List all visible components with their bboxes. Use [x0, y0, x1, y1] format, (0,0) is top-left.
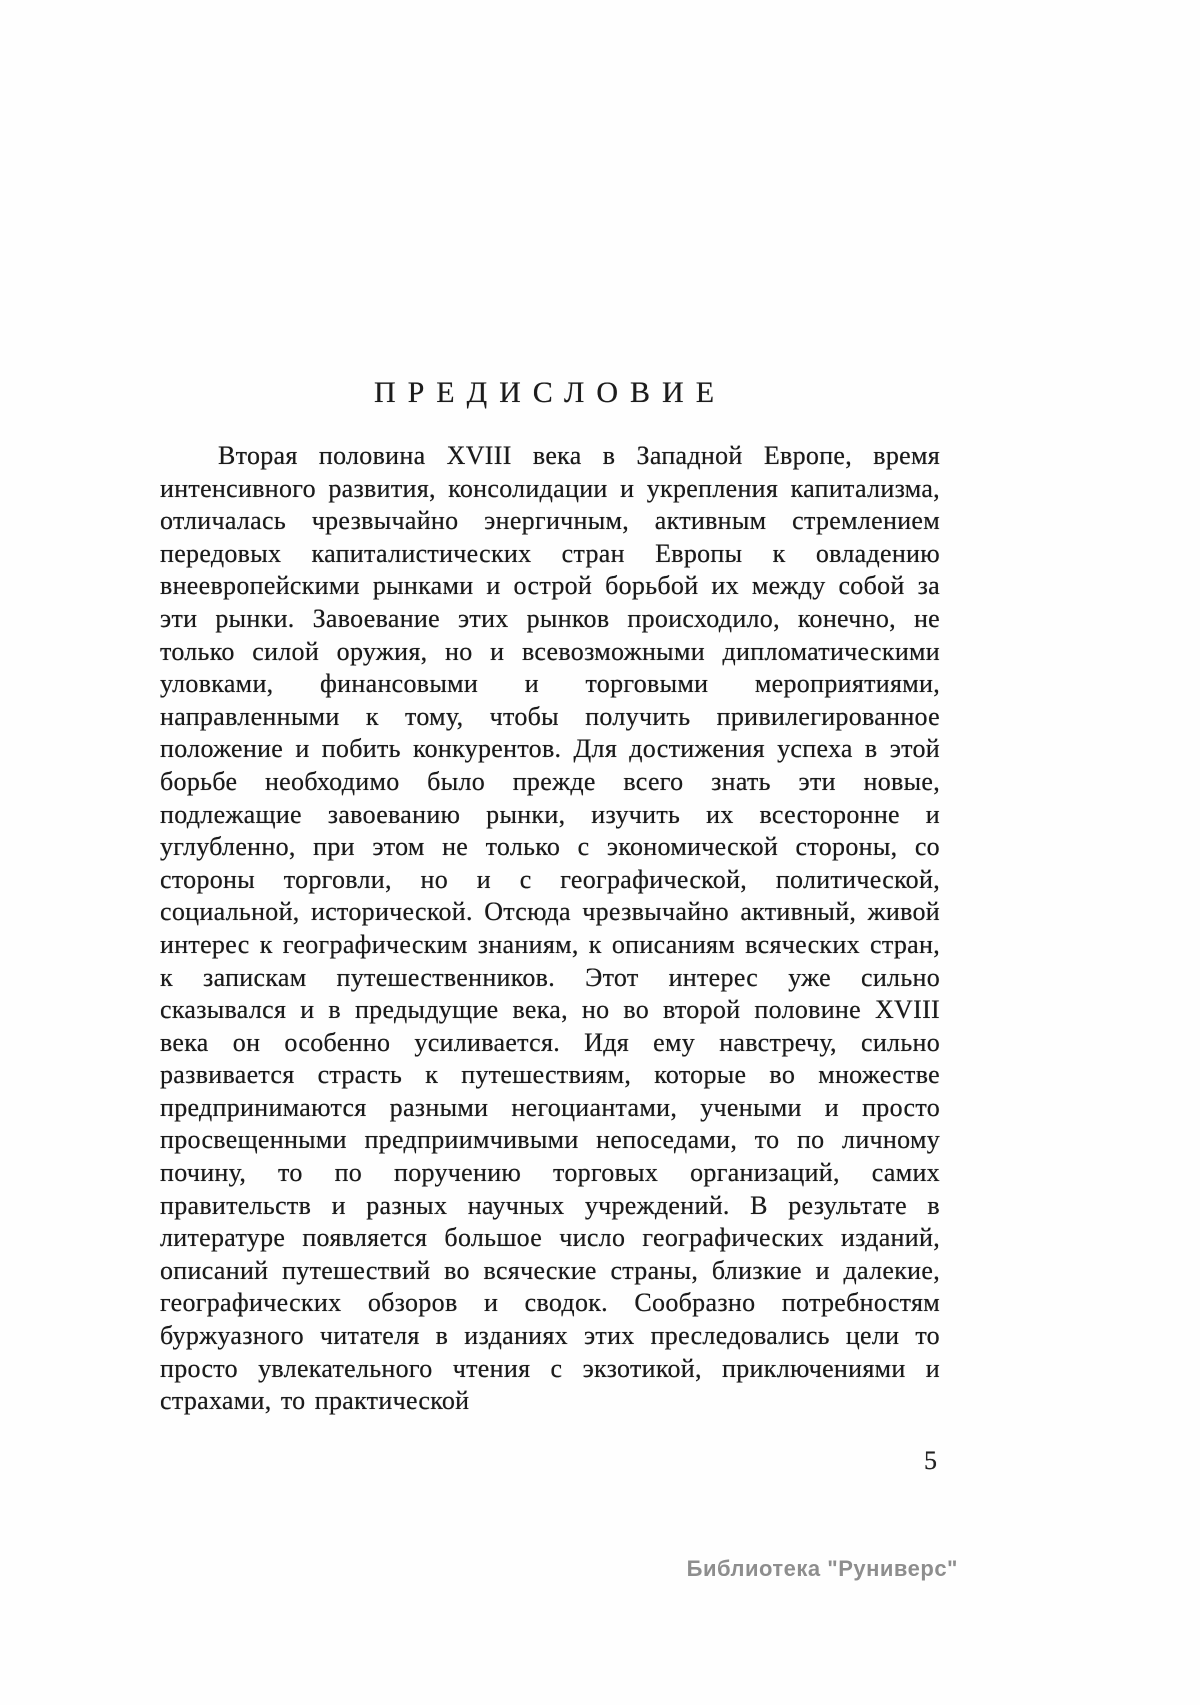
page-number: 5 [924, 1446, 937, 1475]
library-watermark: Библиотека "Руниверс" [686, 1556, 958, 1581]
chapter-title: ПРЕДИСЛОВИЕ [373, 376, 727, 409]
page-content [160, 376, 940, 1418]
body-paragraph: Вторая половина XVIII века в Западной Европе, время интенсивного развития, консолидации и укрепления капитализма, отличалась чрезвычайно энергичным, активным стремлением передовых капиталистических стран Европы к овладению внеевропейскими рынками и острой борьбой их между собой за эти рынки. Завоевание этих рынков происходило, конечно, не только силой оружия, но и всевозможными дипломатическими уловками, финансовыми и торговыми мероприятиями, направленными к тому, чтобы получить привилегированное положение и побить конкурентов. Для достижения успеха в этой борьбе необходимо было прежде всего знать эти новые, подлежащие завоеванию рынки, изучить их всесторонне и углубленно, при этом не только с экономической стороны, со стороны торговли, но и с географической, политической, социальной, исторической. Отсюда чрезвычайно активный, живой интерес к географическим знаниям, к описаниям всяческих стран, к запискам путешественников. Этот интерес уже сильно сказывался и в предыдущие века, но во второй половине XVIII века он особенно усиливается. Идя ему навстречу, сильно развивается страсть к путешествиям, которые во множестве предпринимаются разными негоциантами, учеными и просто просвещенными предприимчивыми непоседами, то по личному почину, то по поручению торговых организаций, самих правительств и разных научных учреждений. В результате в литературе появляется большое число географических изданий, описаний путешествий во всяческие страны, близкие и далекие, географических обзоров и сводок. Сообразно потребностям буржуазного читателя в изданиях этих преследовались цели то просто увлекательного чтения с экзотикой, приключениями и страхами, то практической [160, 441, 940, 1416]
